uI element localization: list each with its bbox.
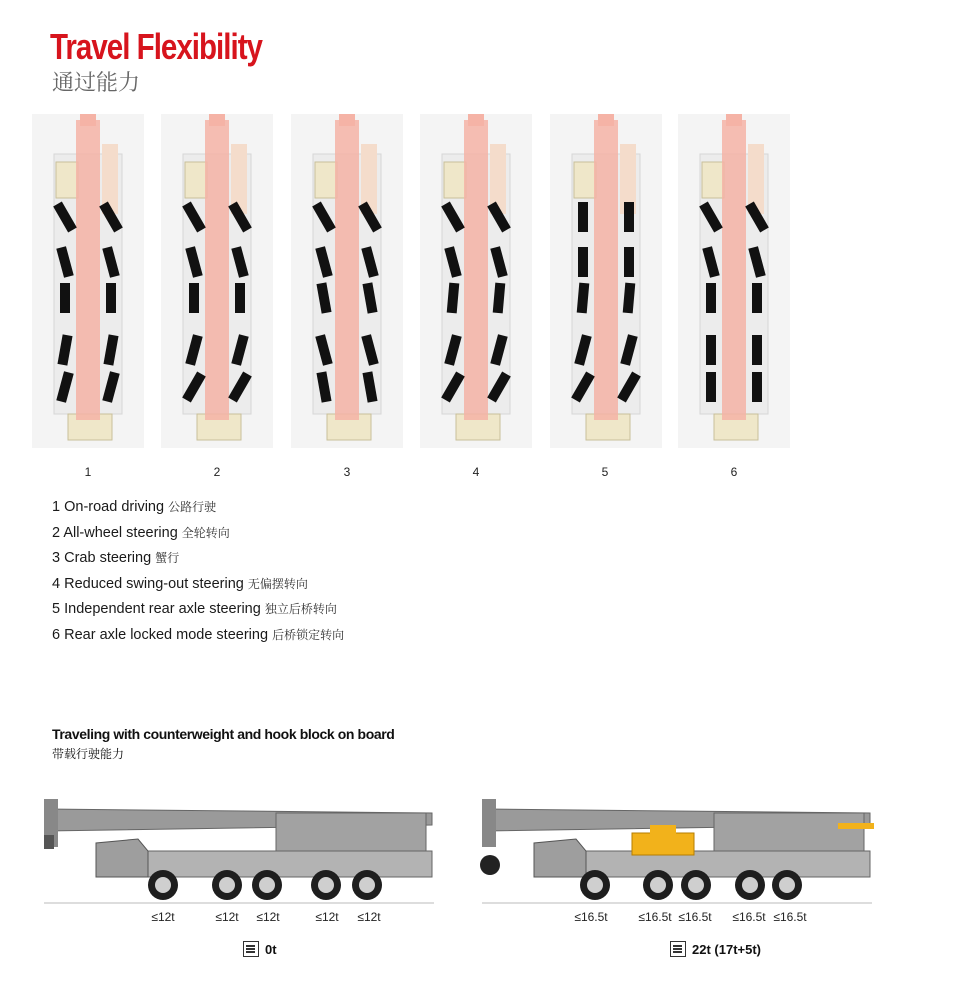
legend-label-cn: 公路行驶 [168,500,217,514]
total-counterweight-empty [243,941,277,957]
crane-top-view [678,114,790,448]
axle-load-label: ≤12t [151,910,175,924]
wheel-left [578,247,588,277]
counterweight-value: 22t (17t+5t) [692,942,761,957]
wheel [643,870,673,900]
legend-label-cn: 后桥锁定转向 [272,627,345,642]
legend-number: 3 [52,550,61,567]
crane-top-view [291,114,403,448]
steering-diagram-4 [420,114,532,448]
legend-label-en: Crab steering [64,550,152,567]
wheel [311,870,341,900]
legend-label-en: Independent rear axle steering [64,601,261,618]
wheel [681,870,711,900]
axle-load-label: ≤12t [256,910,280,924]
wheel [352,870,382,900]
steering-diagram-6 [678,114,790,448]
section-subtitle: 带载行驶能力 [52,747,125,761]
crane-side-view-empty [40,795,440,905]
legend-item-4 [52,574,344,600]
wheel-left [189,283,199,313]
axle-load-label: ≤12t [357,910,381,924]
counterweight-value: 0t [265,942,277,957]
wheel [580,870,610,900]
wheel-right [624,202,634,232]
steering-diagram-3 [291,114,403,448]
wheel [252,870,282,900]
total-counterweight-loaded [670,941,761,957]
axle-load-label: ≤12t [315,910,339,924]
crane-side-view-loaded [478,795,878,905]
wheel-left [578,202,588,232]
wheel-left [706,372,716,402]
steering-mode-legend [52,497,344,651]
axle-load-label: ≤12t [215,910,239,924]
counterweight-icon [670,941,686,957]
section-title: Traveling with counterweight and hook block on board [52,726,395,742]
wheel-left [706,335,716,365]
diagram-number: 1 [84,465,92,479]
legend-label-en: All-wheel steering [63,524,178,541]
diagram-number: 6 [730,465,738,479]
wheel-right [752,372,762,402]
wheel-left [706,283,716,313]
legend-number: 6 [52,626,61,643]
axle-load-label: ≤16.5t [574,910,608,924]
legend-number: 5 [52,601,61,618]
page-title: Travel Flexibility [50,26,262,67]
wheel-left [60,283,70,313]
legend-label-en: On-road driving [64,499,165,515]
legend-label-cn: 蟹行 [155,551,180,566]
axle-load-label: ≤16.5t [638,910,672,924]
wheel-right [106,283,116,313]
page-subtitle: 通过能力 [52,71,141,96]
legend-label-cn: 独立后桥转向 [264,602,337,617]
legend-number: 2 [52,524,61,541]
crane-top-view [161,114,273,448]
diagram-number: 3 [343,465,351,479]
legend-label-en: Reduced swing-out steering [64,575,244,592]
axle-load-label: ≤16.5t [732,910,766,924]
wheel [148,870,178,900]
diagram-number: 2 [213,465,221,479]
wheel-right [752,283,762,313]
legend-number: 1 [52,499,61,515]
legend-item-1 [52,497,344,523]
diagram-number: 5 [601,465,609,479]
steering-diagram-1 [32,114,144,448]
axle-load-label: ≤16.5t [678,910,712,924]
wheel-right [624,247,634,277]
axle-load-label: ≤16.5t [773,910,807,924]
wheel-right [752,335,762,365]
legend-item-3 [52,548,344,574]
diagram-number: 4 [472,465,480,479]
legend-label-cn: 全轮转向 [181,525,230,540]
wheel [772,870,802,900]
legend-item-2 [52,523,344,549]
wheel [212,870,242,900]
legend-number: 4 [52,575,61,592]
wheel [735,870,765,900]
crane-top-view [420,114,532,448]
legend-label-cn: 无偏摆转向 [247,576,308,591]
steering-diagram-5 [550,114,662,448]
legend-label-en: Rear axle locked mode steering [64,626,269,643]
crane-top-view [32,114,144,448]
wheel-right [235,283,245,313]
legend-item-6 [52,625,344,651]
legend-item-5 [52,599,344,625]
crane-top-view [550,114,662,448]
counterweight-icon [243,941,259,957]
steering-diagram-2 [161,114,273,448]
